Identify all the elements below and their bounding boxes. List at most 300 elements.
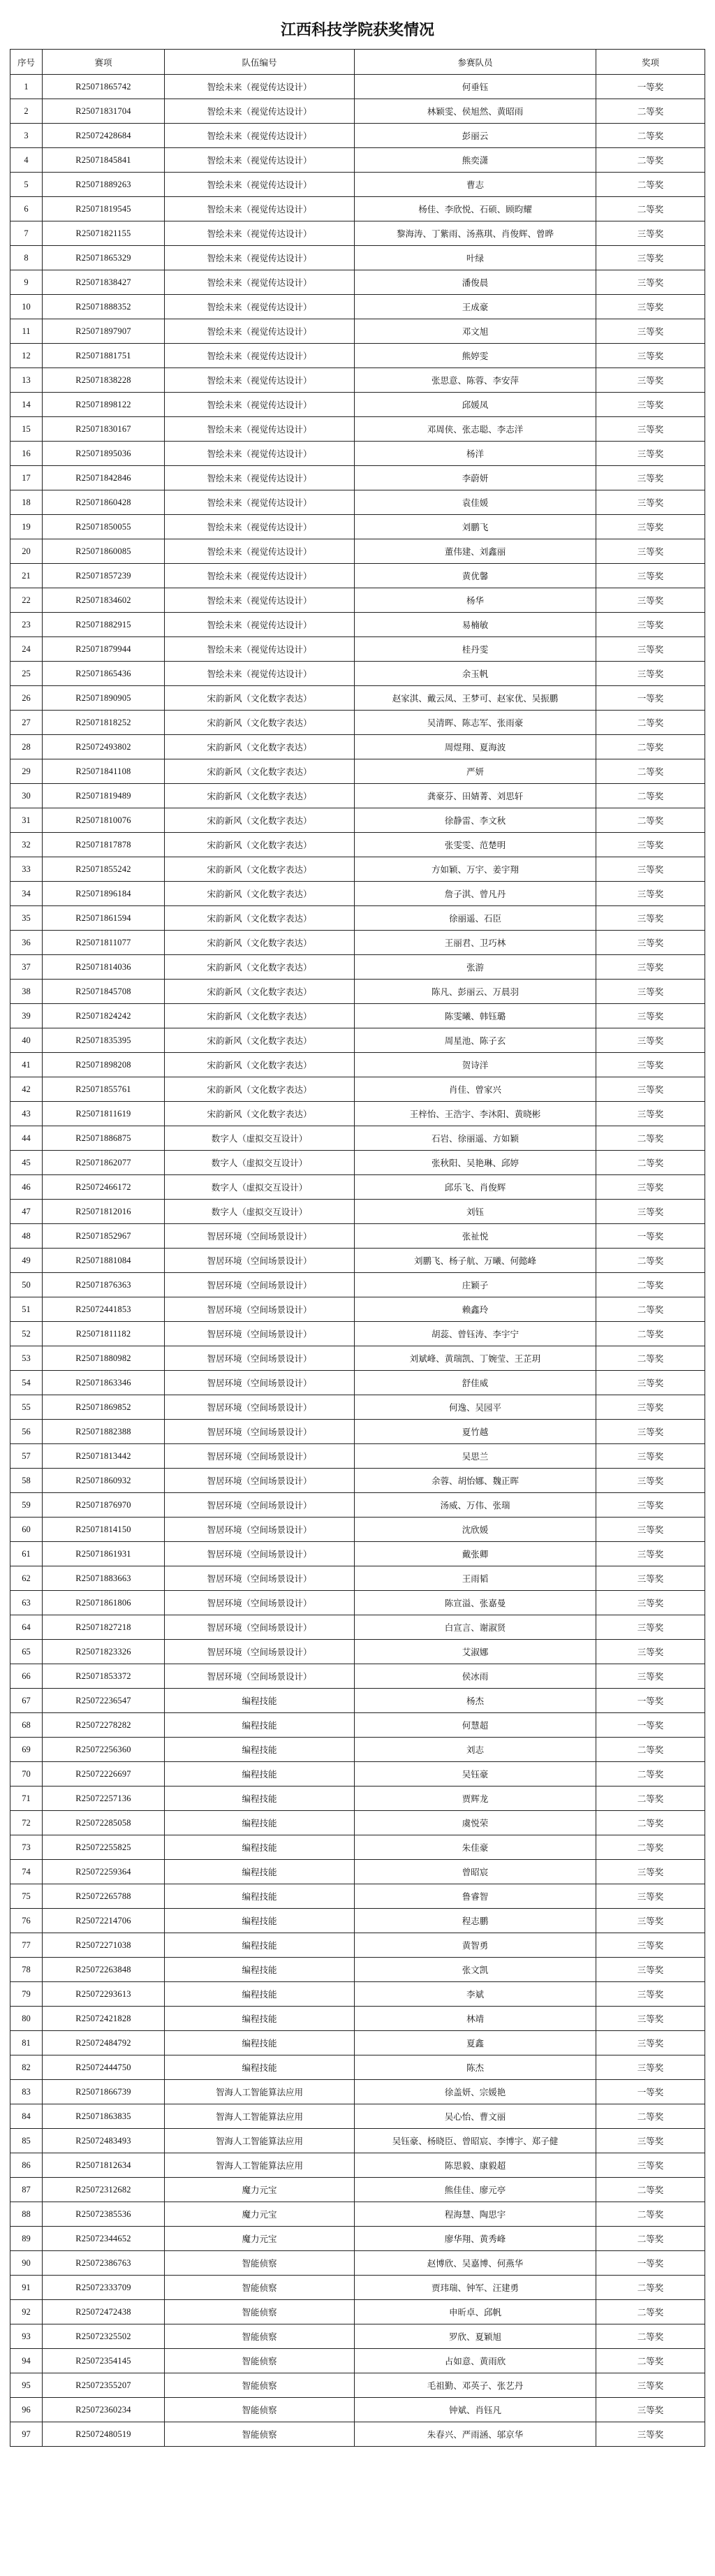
row-team: 宋韵新风（文化数字表达） [165,931,355,955]
table-row [10,1787,705,1811]
row-team: 编程技能 [165,1811,355,1835]
table-row [10,417,705,442]
table-row [10,368,705,393]
row-no: 42 [10,1077,43,1102]
row-no: 26 [10,686,43,711]
row-members: 黄智勇 [355,1933,596,1958]
row-no: 34 [10,882,43,906]
row-members: 赵博欣、吴嘉博、何燕华 [355,2251,596,2276]
row-no: 29 [10,759,43,784]
row-members: 毛祖勤、邓英子、张艺丹 [355,2373,596,2398]
table-row [10,1542,705,1566]
row-no: 68 [10,1713,43,1738]
table-row [10,2373,705,2398]
row-no: 59 [10,1493,43,1518]
row-award: 三等奖 [596,1518,705,1542]
row-award: 二等奖 [596,148,705,173]
row-team: 魔力元宝 [165,2178,355,2202]
row-id: R25071821155 [43,221,165,246]
row-team: 智海人工智能算法应用 [165,2104,355,2129]
row-members: 肖佳、曾家兴 [355,1077,596,1102]
table-row [10,1273,705,1297]
row-members: 杨杰 [355,1689,596,1713]
row-award: 二等奖 [596,1811,705,1835]
row-members: 余玉帆 [355,662,596,686]
row-id: R25071881084 [43,1249,165,1273]
table-row [10,955,705,980]
row-team: 智绘未来（视觉传达设计） [165,319,355,344]
row-award: 三等奖 [596,1028,705,1053]
row-members: 申昕卓、邱帆 [355,2300,596,2324]
table-row [10,1591,705,1615]
row-members: 邓周侠、张志聪、李志洋 [355,417,596,442]
row-id: R25071886875 [43,1126,165,1151]
row-no: 71 [10,1787,43,1811]
row-id: R25071819489 [43,784,165,808]
table-row [10,1004,705,1028]
row-award: 三等奖 [596,1420,705,1444]
row-id: R25071817878 [43,833,165,857]
row-team: 编程技能 [165,2055,355,2080]
row-no: 93 [10,2324,43,2349]
table-row [10,662,705,686]
row-team: 智绘未来（视觉传达设计） [165,613,355,637]
row-id: R25071896184 [43,882,165,906]
row-award: 二等奖 [596,1273,705,1297]
row-no: 22 [10,588,43,613]
row-no: 11 [10,319,43,344]
row-award: 二等奖 [596,1787,705,1811]
row-award: 三等奖 [596,442,705,466]
row-no: 8 [10,246,43,270]
row-no: 74 [10,1860,43,1884]
row-id: R25071835395 [43,1028,165,1053]
row-award: 三等奖 [596,393,705,417]
row-team: 智绘未来（视觉传达设计） [165,99,355,124]
row-team: 智居环境（空间场景设计） [165,1249,355,1273]
table-row [10,1028,705,1053]
row-no: 15 [10,417,43,442]
row-award: 二等奖 [596,759,705,784]
row-team: 智绘未来（视觉传达设计） [165,295,355,319]
row-members: 刘鹏飞 [355,515,596,539]
page-title: 江西科技学院获奖情况 [280,21,434,39]
row-award: 一等奖 [596,1224,705,1249]
row-id: R25072312682 [43,2178,165,2202]
table-row [10,1566,705,1591]
row-no: 53 [10,1346,43,1371]
row-team: 智绘未来（视觉传达设计） [165,368,355,393]
row-members: 黄优馨 [355,564,596,588]
row-award: 三等奖 [596,1640,705,1664]
row-award: 三等奖 [596,1591,705,1615]
row-team: 智居环境（空间场景设计） [165,1542,355,1566]
row-team: 智绘未来（视觉传达设计） [165,246,355,270]
table-row [10,931,705,955]
row-members: 余蓉、胡怡娜、魏正晖 [355,1469,596,1493]
table-row [10,2031,705,2055]
row-team: 智居环境（空间场景设计） [165,1224,355,1249]
table-row [10,2227,705,2251]
row-team: 编程技能 [165,1689,355,1713]
row-team: 编程技能 [165,1860,355,1884]
row-members: 徐盖妍、宗媛艳 [355,2080,596,2104]
row-no: 96 [10,2398,43,2422]
row-team: 编程技能 [165,1738,355,1762]
row-id: R25071865742 [43,75,165,99]
row-award: 二等奖 [596,197,705,221]
table-row [10,1249,705,1273]
row-members: 刘斌峰、黄瑞凯、丁婉莹、王芷玥 [355,1346,596,1371]
row-team: 数字人（虚拟交互设计） [165,1126,355,1151]
table-row [10,1493,705,1518]
table-row [10,2324,705,2349]
row-team: 宋韵新风（文化数字表达） [165,735,355,759]
row-id: R25071865436 [43,662,165,686]
table-row [10,2276,705,2300]
row-award: 三等奖 [596,1200,705,1224]
row-team: 魔力元宝 [165,2227,355,2251]
row-id: R25071898208 [43,1053,165,1077]
row-members: 张秋阳、吴艳琳、邱婷 [355,1151,596,1175]
table-row [10,564,705,588]
row-team: 宋韵新风（文化数字表达） [165,784,355,808]
table-row [10,2153,705,2178]
row-id: R25071879944 [43,637,165,662]
table-header-row [10,50,705,75]
table-row [10,906,705,931]
row-no: 58 [10,1469,43,1493]
row-award: 三等奖 [596,1909,705,1933]
row-team: 智居环境（空间场景设计） [165,1469,355,1493]
table-row [10,711,705,735]
row-members: 张文凯 [355,1958,596,1982]
row-members: 曾昭宸 [355,1860,596,1884]
row-members: 程海慧、陶思宇 [355,2202,596,2227]
row-members: 邱乐飞、肖俊辉 [355,1175,596,1200]
row-award: 三等奖 [596,270,705,295]
row-no: 91 [10,2276,43,2300]
row-id: R25071845841 [43,148,165,173]
table-row [10,197,705,221]
row-team: 智能侦察 [165,2276,355,2300]
row-members: 鲁睿智 [355,1884,596,1909]
row-team: 智能侦察 [165,2251,355,2276]
row-no: 47 [10,1200,43,1224]
row-no: 37 [10,955,43,980]
row-id: R25071824242 [43,1004,165,1028]
row-award: 一等奖 [596,75,705,99]
row-team: 智居环境（空间场景设计） [165,1444,355,1469]
row-award: 三等奖 [596,246,705,270]
table-row [10,393,705,417]
row-team: 宋韵新风（文化数字表达） [165,857,355,882]
row-members: 王梓怡、王浩宇、李沐阳、黄晓彬 [355,1102,596,1126]
table-row [10,613,705,637]
row-award: 二等奖 [596,2178,705,2202]
row-no: 50 [10,1273,43,1297]
row-team: 智居环境（空间场景设计） [165,1420,355,1444]
row-team: 编程技能 [165,1787,355,1811]
row-team: 宋韵新风（文化数字表达） [165,882,355,906]
table-row [10,1224,705,1249]
row-id: R25072355207 [43,2373,165,2398]
row-id: R25072441853 [43,1297,165,1322]
row-award: 三等奖 [596,2422,705,2447]
row-id: R25072385536 [43,2202,165,2227]
row-no: 9 [10,270,43,295]
table-row [10,735,705,759]
row-no: 66 [10,1664,43,1689]
row-members: 吴钰豪、杨晓臣、曾昭宸、李博宇、郑子健 [355,2129,596,2153]
table-row [10,1982,705,2007]
row-no: 70 [10,1762,43,1787]
row-team: 智绘未来（视觉传达设计） [165,197,355,221]
row-id: R25071861806 [43,1591,165,1615]
row-team: 智绘未来（视觉传达设计） [165,393,355,417]
row-members: 吴钰豪 [355,1762,596,1787]
table-row [10,2080,705,2104]
row-members: 张思意、陈蓉、李安萍 [355,368,596,393]
row-team: 智绘未来（视觉传达设计） [165,75,355,99]
row-team: 智绘未来（视觉传达设计） [165,490,355,515]
row-no: 55 [10,1395,43,1420]
row-id: R25072480519 [43,2422,165,2447]
table-row [10,1958,705,1982]
row-members: 刘钰 [355,1200,596,1224]
row-id: R25071842846 [43,466,165,490]
row-no: 56 [10,1420,43,1444]
table-row [10,1835,705,1860]
row-id: R25072265788 [43,1884,165,1909]
row-members: 詹子淇、曾凡丹 [355,882,596,906]
row-id: R25071888352 [43,295,165,319]
row-id: R25072428684 [43,124,165,148]
row-team: 编程技能 [165,1982,355,2007]
row-no: 40 [10,1028,43,1053]
row-members: 陈雯曦、韩钰璐 [355,1004,596,1028]
row-award: 三等奖 [596,2398,705,2422]
row-award: 二等奖 [596,2202,705,2227]
row-award: 三等奖 [596,1958,705,1982]
row-members: 徐丽遥、石臣 [355,906,596,931]
row-id: R25071860932 [43,1469,165,1493]
table-row [10,857,705,882]
row-team: 编程技能 [165,1884,355,1909]
table-row [10,2007,705,2031]
row-award: 三等奖 [596,1615,705,1640]
row-members: 舒佳威 [355,1371,596,1395]
table-row [10,2202,705,2227]
row-no: 84 [10,2104,43,2129]
row-award: 二等奖 [596,124,705,148]
row-members: 周星池、陈子玄 [355,1028,596,1053]
row-id: R25072472438 [43,2300,165,2324]
row-team: 智居环境（空间场景设计） [165,1297,355,1322]
row-no: 63 [10,1591,43,1615]
table-row [10,1053,705,1077]
row-id: R25072226697 [43,1762,165,1787]
row-id: R25071811077 [43,931,165,955]
row-no: 41 [10,1053,43,1077]
row-team: 编程技能 [165,2007,355,2031]
row-award: 二等奖 [596,808,705,833]
header-team: 队伍编号 [165,50,355,75]
table-row [10,1297,705,1322]
row-no: 20 [10,539,43,564]
row-members: 彭丽云 [355,124,596,148]
row-award: 三等奖 [596,637,705,662]
row-members: 杨佳、李欣悦、石硕、顾昀耀 [355,197,596,221]
row-team: 智海人工智能算法应用 [165,2080,355,2104]
row-members: 虞悦荣 [355,1811,596,1835]
row-no: 18 [10,490,43,515]
table-row [10,882,705,906]
row-members: 李蔚妍 [355,466,596,490]
row-members: 吴思兰 [355,1444,596,1469]
header-no: 序号 [10,50,43,75]
row-members: 潘俊晨 [355,270,596,295]
row-award: 二等奖 [596,1346,705,1371]
row-members: 林颖雯、侯旭然、黄昭雨 [355,99,596,124]
table-row [10,246,705,270]
table-row [10,1175,705,1200]
table-row [10,1664,705,1689]
row-id: R25071861594 [43,906,165,931]
row-team: 编程技能 [165,1762,355,1787]
row-team: 宋韵新风（文化数字表达） [165,906,355,931]
row-members: 王丽君、卫巧林 [355,931,596,955]
row-award: 三等奖 [596,1542,705,1566]
table-body [10,75,705,2447]
row-award: 三等奖 [596,1371,705,1395]
row-id: R25071812016 [43,1200,165,1224]
table-row [10,588,705,613]
row-no: 44 [10,1126,43,1151]
row-award: 二等奖 [596,1297,705,1322]
row-team: 编程技能 [165,1835,355,1860]
row-team: 编程技能 [165,1933,355,1958]
row-id: R25072360234 [43,2398,165,2422]
row-award: 二等奖 [596,1738,705,1762]
row-award: 二等奖 [596,2104,705,2129]
row-no: 48 [10,1224,43,1249]
row-id: R25071855761 [43,1077,165,1102]
row-no: 49 [10,1249,43,1273]
row-members: 汤威、万伟、张瑞 [355,1493,596,1518]
row-members: 熊婷雯 [355,344,596,368]
row-members: 何逸、吴园平 [355,1395,596,1420]
row-id: R25071818252 [43,711,165,735]
row-award: 三等奖 [596,490,705,515]
row-team: 智居环境（空间场景设计） [165,1664,355,1689]
row-team: 宋韵新风（文化数字表达） [165,759,355,784]
row-award: 三等奖 [596,2153,705,2178]
row-award: 三等奖 [596,1469,705,1493]
table-row [10,295,705,319]
row-members: 曹志 [355,173,596,197]
row-id: R25071895036 [43,442,165,466]
row-no: 52 [10,1322,43,1346]
table-row [10,637,705,662]
row-team: 宋韵新风（文化数字表达） [165,711,355,735]
row-id: R25071853372 [43,1664,165,1689]
row-team: 智绘未来（视觉传达设计） [165,466,355,490]
row-team: 智绘未来（视觉传达设计） [165,270,355,295]
row-id: R25072257136 [43,1787,165,1811]
row-no: 94 [10,2349,43,2373]
row-id: R25072466172 [43,1175,165,1200]
row-no: 87 [10,2178,43,2202]
row-members: 赖鑫玲 [355,1297,596,1322]
row-no: 4 [10,148,43,173]
row-members: 杨洋 [355,442,596,466]
table-row [10,2251,705,2276]
row-award: 一等奖 [596,1713,705,1738]
table-row [10,1469,705,1493]
table-row [10,1933,705,1958]
row-award: 三等奖 [596,2373,705,2398]
row-members: 林靖 [355,2007,596,2031]
row-members: 桂丹雯 [355,637,596,662]
row-no: 82 [10,2055,43,2080]
row-no: 51 [10,1297,43,1322]
table-row [10,1200,705,1224]
row-members: 杨华 [355,588,596,613]
row-award: 三等奖 [596,588,705,613]
row-id: R25072259364 [43,1860,165,1884]
table-row [10,270,705,295]
row-no: 43 [10,1102,43,1126]
row-members: 邱媛凤 [355,393,596,417]
table-row [10,124,705,148]
table-row [10,1322,705,1346]
table-row [10,1762,705,1787]
row-no: 76 [10,1909,43,1933]
row-members: 袁佳媛 [355,490,596,515]
row-id: R25071819545 [43,197,165,221]
row-team: 宋韵新风（文化数字表达） [165,980,355,1004]
row-no: 97 [10,2422,43,2447]
row-no: 33 [10,857,43,882]
row-id: R25071811182 [43,1322,165,1346]
row-members: 严妍 [355,759,596,784]
row-id: R25071841108 [43,759,165,784]
row-team: 编程技能 [165,2031,355,2055]
row-id: R25071889263 [43,173,165,197]
row-team: 智绘未来（视觉传达设计） [165,588,355,613]
table-row [10,686,705,711]
row-team: 编程技能 [165,1958,355,1982]
row-members: 王雨韬 [355,1566,596,1591]
row-id: R25071876970 [43,1493,165,1518]
row-team: 智海人工智能算法应用 [165,2153,355,2178]
row-no: 73 [10,1835,43,1860]
table-row [10,1126,705,1151]
table-row [10,319,705,344]
row-id: R25071897907 [43,319,165,344]
row-team: 数字人（虚拟交互设计） [165,1175,355,1200]
row-team: 宋韵新风（文化数字表达） [165,833,355,857]
table-row [10,148,705,173]
row-award: 二等奖 [596,1762,705,1787]
row-id: R25072325502 [43,2324,165,2349]
row-members: 贺诗洋 [355,1053,596,1077]
row-members: 董伟建、刘鑫丽 [355,539,596,564]
table-row [10,833,705,857]
row-award: 三等奖 [596,539,705,564]
row-award: 三等奖 [596,1860,705,1884]
